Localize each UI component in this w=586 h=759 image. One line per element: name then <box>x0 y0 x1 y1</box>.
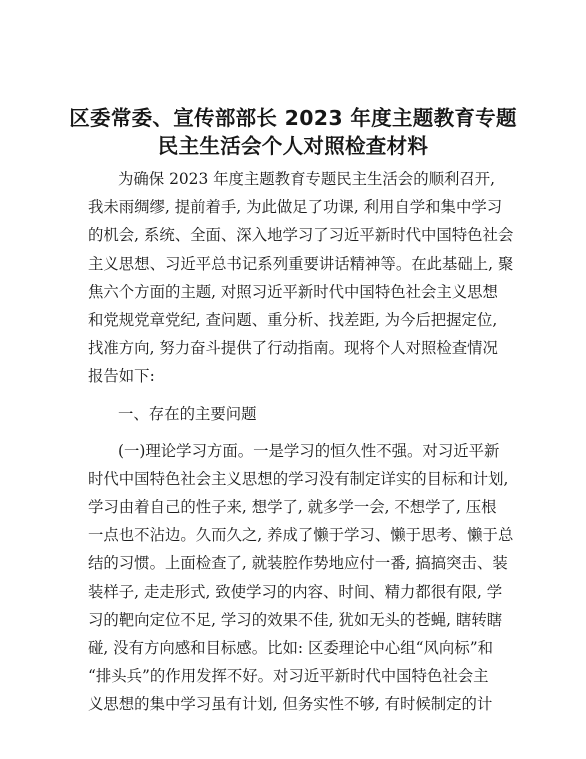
paragraph-line: 我未雨绸缪, 提前着手, 为此做足了功课, 利用自学和集中学习 <box>88 198 503 217</box>
intro-paragraph <box>88 165 514 391</box>
paragraph-line: 装样子, 走走形式, 致使学习的内容、时间、精力都很有限, 学 <box>88 582 503 601</box>
paragraph-line: 碰, 没有方向感和目标感。比如: 区委理论中心组“风向标”和 <box>88 639 493 657</box>
paragraph-line: 义思想的集中学习虽有计划, 但务实性不够, 有时候制定的计 <box>88 695 493 714</box>
paragraph-line: 一点也不沾边。久而久之, 养成了懒于学习、懒于思考、懒于总 <box>88 526 514 545</box>
document-body <box>88 165 514 719</box>
paragraph-line: 学习由着自己的性子来, 想学了, 就多学一会, 不想学了, 压根 <box>88 498 497 517</box>
paragraph-line: 焦六个方面的主题, 对照习近平新时代中国特色社会主义思想 <box>88 282 498 301</box>
paragraph-line: 和党规党章党纪, 查问题、重分析、找差距, 为今后把握定位, <box>88 310 498 329</box>
paragraph-line: 找准方向, 努力奋斗提供了行动指南。现将个人对照检查情况 <box>88 339 498 358</box>
document-title-line-2: 民主生活会个人对照检查材料 <box>157 134 429 158</box>
paragraph-line: 的机会, 系统、全面、深入地学习了习近平新时代中国特色社会 <box>88 226 514 245</box>
section-heading-text: 一、存在的主要问题 <box>118 404 257 423</box>
paragraph-line: “排头兵”的作用发挥不好。对习近平新时代中国特色社会主 <box>88 667 489 686</box>
paragraph-line: 为确保 2023 年度主题教育专题民主生活会的顺利召开, <box>118 170 496 188</box>
theory-study-paragraph <box>88 437 514 719</box>
paragraph-line: 报告如下: <box>88 367 155 386</box>
section-heading <box>88 400 508 428</box>
paragraph-line: 时代中国特色社会主义思想的学习没有制定详实的目标和计划, <box>88 469 509 488</box>
document-title-line-1: 区委常委、宣传部部长 2023 年度主题教育专题 <box>69 106 517 130</box>
paragraph-line: 结的习惯。上面检查了, 就装腔作势地应付一番, 搞搞突击、装 <box>88 554 508 573</box>
paragraph-line: 习的靶向定位不足, 学习的效果不佳, 犹如无头的苍蝇, 瞎转瞎 <box>88 610 503 629</box>
paragraph-line: 主义思想、习近平总书记系列重要讲话精神等。在此基础上, 聚 <box>88 254 514 273</box>
paragraph-line: (一)理论学习方面。一是学习的恒久性不强。对习近平新 <box>118 441 500 460</box>
